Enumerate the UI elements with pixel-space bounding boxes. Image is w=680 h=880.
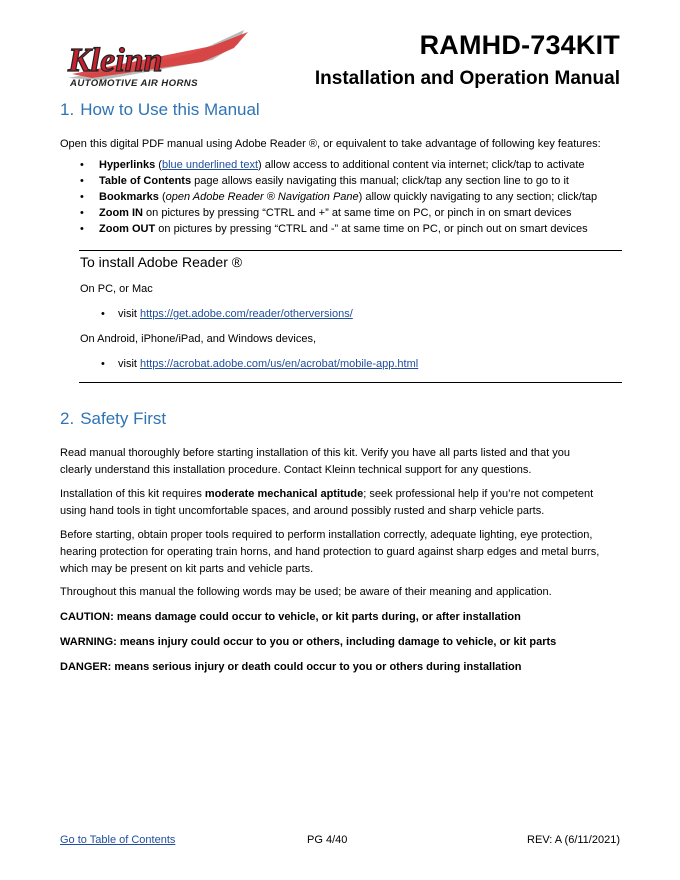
install-pc-item: [101, 306, 353, 322]
kleinn-logo: [62, 28, 250, 90]
list-item: [80, 221, 597, 237]
document-code: RAMHD-734KIT: [419, 30, 620, 60]
text-line: which may be present on kit parts and vehicle parts.: [60, 563, 314, 575]
section-1-intro: Open this digital PDF manual using Adobe Reader ®, or equivalent to take advantage of following key features:: [60, 138, 601, 150]
install-pc-label: On PC, or Mac: [80, 283, 153, 295]
feature-term: Hyperlinks: [99, 159, 156, 171]
section-1-number: 1.: [60, 100, 75, 119]
section-2-title: Safety First: [80, 409, 167, 428]
safety-paragraph-4: Throughout this manual the following words may be used; be aware of their meaning and application.: [60, 586, 552, 598]
install-mobile-item: [101, 356, 418, 372]
document-title: Installation and Operation Manual: [314, 68, 620, 89]
box-top-rule: [79, 250, 622, 251]
text-line: Before starting, obtain proper tools required to perform installation correctly, adequate lighting, eye protection,: [60, 529, 593, 541]
text-line: using hand tools in tight uncomfortable spaces, and around possibly rusted and sharp vehicle parts.: [60, 505, 545, 517]
text-span: Installation of this kit requires: [60, 488, 205, 500]
text-line: [60, 486, 625, 503]
logo-tagline: AUTOMOTIVE AIR HORNS: [70, 78, 198, 89]
section-1-heading: [60, 100, 260, 120]
install-heading: To install Adobe Reader ®: [80, 254, 243, 270]
safety-paragraph-1: [60, 445, 625, 479]
list-item: [80, 205, 597, 221]
text-line: clearly understand this installation procedure. Contact Kleinn technical support for any questions.: [60, 464, 532, 476]
feature-list: [80, 157, 597, 237]
feature-italic: open Adobe Reader ® Navigation Pane: [165, 191, 359, 203]
table-of-contents-link[interactable]: Go to Table of Contents: [60, 834, 176, 846]
feature-text: (: [158, 191, 166, 203]
feature-text: ) allow access to additional content via internet; click/tap to activate: [258, 159, 585, 171]
feature-term: Table of Contents: [99, 175, 192, 187]
adobe-mobile-link[interactable]: https://acrobat.adobe.com/us/en/acrobat/mobile-app.html: [140, 358, 419, 370]
feature-text: on pictures by pressing “CTRL and -” at same time on PC, or pinch out on smart devices: [155, 223, 588, 235]
feature-term: Zoom OUT: [99, 223, 156, 235]
feature-text: ) allow quickly navigating to any section; click/tap: [358, 191, 598, 203]
safety-paragraph-3: [60, 527, 625, 578]
page-number: PG 4/40: [307, 834, 348, 846]
revision-label: REV: A (6/11/2021): [527, 834, 620, 846]
logo-brand-text: Kleinn: [68, 42, 163, 79]
hyperlink-sample-link[interactable]: blue underlined text: [161, 159, 258, 171]
caution-definition: CAUTION: means damage could occur to vehicle, or kit parts during, or after installation: [60, 611, 521, 623]
section-2-heading: [60, 409, 166, 429]
feature-term: Bookmarks: [99, 191, 159, 203]
feature-text: on pictures by pressing “CTRL and +” at same time on PC, or pinch in on smart devices: [143, 207, 572, 219]
bullet: •: [101, 308, 105, 320]
bullet: •: [101, 358, 105, 370]
text-line: Read manual thoroughly before starting installation of this kit. Verify you have all parts listed and that you: [60, 447, 570, 459]
safety-paragraph-2: [60, 486, 625, 520]
visit-label: visit: [118, 308, 140, 320]
warning-definition: WARNING: means injury could occur to you or others, including damage to vehicle, or kit parts: [60, 636, 557, 648]
box-bottom-rule: [79, 382, 622, 383]
section-1-title: How to Use this Manual: [80, 100, 260, 119]
install-mobile-label: On Android, iPhone/iPad, and Windows devices,: [80, 333, 317, 345]
feature-term: Zoom IN: [99, 207, 143, 219]
text-span: ; seek professional help if you’re not competent: [363, 488, 594, 500]
adobe-pc-link[interactable]: https://get.adobe.com/reader/otherversions/: [140, 308, 353, 320]
list-item: [80, 173, 597, 189]
section-2-number: 2.: [60, 409, 75, 428]
danger-definition: DANGER: means serious injury or death could occur to you or others during installation: [60, 661, 522, 673]
feature-text: page allows easily navigating this manual; click/tap any section line to go to it: [191, 175, 569, 187]
feature-text: (: [155, 159, 162, 171]
text-line: hearing protection for operating train horns, and hand protection to guard against sharp edges and metal burrs,: [60, 546, 600, 558]
visit-label: visit: [118, 358, 140, 370]
list-item: [80, 189, 597, 205]
list-item: [80, 157, 597, 173]
aptitude-emphasis: moderate mechanical aptitude: [204, 488, 364, 500]
